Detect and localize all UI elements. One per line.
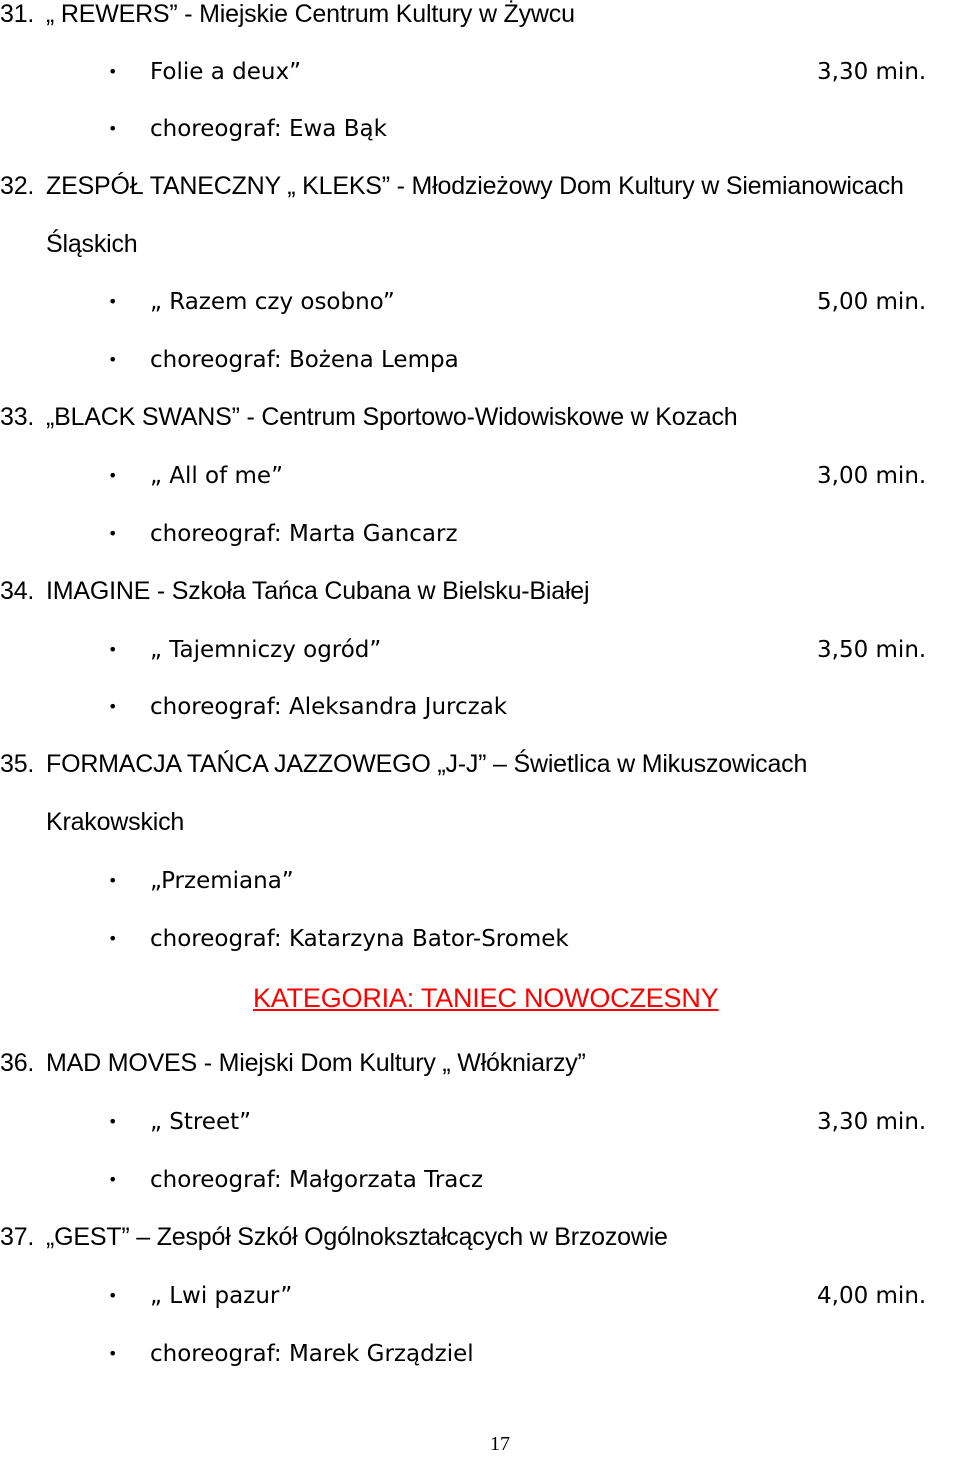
performance-title: Folie a deux” (150, 59, 301, 85)
performance-duration: 3,00 min. (817, 463, 927, 489)
performance-title: „Przemiana” (150, 868, 294, 894)
performance-duration: 3,50 min. (817, 637, 927, 663)
bullet-icon: • (108, 350, 118, 369)
performance-title: „ Street” (150, 1109, 252, 1135)
choreographer-name: choreograf: Marek Grządziel (150, 1341, 474, 1367)
entry-number: 34. (0, 577, 35, 605)
performance-title: „ All of me” (150, 463, 284, 489)
entry-title: „BLACK SWANS” - Centrum Sportowo-Widowiskowe w Kozach (46, 403, 738, 431)
choreographer-name: choreograf: Aleksandra Jurczak (150, 694, 508, 720)
performance-duration: 5,00 min. (817, 289, 927, 315)
performance-duration: 4,00 min. (817, 1283, 927, 1309)
performance-title: „ Lwi pazur” (150, 1283, 293, 1309)
choreographer-name: choreograf: Małgorzata Tracz (150, 1167, 484, 1193)
bullet-icon: • (108, 697, 118, 716)
choreographer-name: choreograf: Ewa Bąk (150, 116, 387, 142)
bullet-icon: • (108, 1286, 118, 1305)
entry-number: 37. (0, 1223, 35, 1251)
choreographer-name: choreograf: Marta Gancarz (150, 521, 458, 547)
entry-number: 32. (0, 172, 35, 200)
bullet-icon: • (108, 640, 118, 659)
entry-number: 33. (0, 403, 35, 431)
bullet-icon: • (108, 292, 118, 311)
category-heading: KATEGORIA: TANIEC NOWOCZESNY (253, 983, 719, 1013)
bullet-icon: • (108, 929, 118, 948)
page-number: 17 (490, 1433, 510, 1455)
bullet-icon: • (108, 1112, 118, 1131)
entry-title-continuation: Krakowskich (46, 808, 185, 836)
bullet-icon: • (108, 119, 118, 138)
entry-title: ZESPÓŁ TANECZNY „ KLEKS” - Młodzieżowy Dom Kultury w Siemianowicach (46, 172, 904, 200)
choreographer-name: choreograf: Bożena Lempa (150, 347, 459, 373)
entry-number: 31. (0, 0, 35, 28)
bullet-icon: • (108, 466, 118, 485)
bullet-icon: • (108, 1344, 118, 1363)
performance-title: „ Razem czy osobno” (150, 289, 395, 315)
entry-title: MAD MOVES - Miejski Dom Kultury „ Włókniarzy” (46, 1049, 586, 1077)
entry-title-continuation: Śląskich (46, 230, 138, 258)
performance-duration: 3,30 min. (817, 59, 927, 85)
performance-duration: 3,30 min. (817, 1109, 927, 1135)
bullet-icon: • (108, 1170, 118, 1189)
entry-title: IMAGINE - Szkoła Tańca Cubana w Bielsku-Białej (46, 577, 590, 605)
entry-title: „GEST” – Zespół Szkół Ogólnokształcących w Brzozowie (46, 1223, 668, 1251)
bullet-icon: • (108, 871, 118, 890)
performance-title: „ Tajemniczy ogród” (150, 637, 382, 663)
entry-title: „ REWERS” - Miejskie Centrum Kultury w Żywcu (46, 0, 575, 28)
choreographer-name: choreograf: Katarzyna Bator-Sromek (150, 926, 569, 952)
entry-title: FORMACJA TAŃCA JAZZOWEGO „J-J” – Świetlica w Mikuszowicach (46, 750, 808, 778)
entry-number: 36. (0, 1049, 35, 1077)
entry-number: 35. (0, 750, 35, 778)
bullet-icon: • (108, 524, 118, 543)
bullet-icon: • (108, 62, 118, 81)
